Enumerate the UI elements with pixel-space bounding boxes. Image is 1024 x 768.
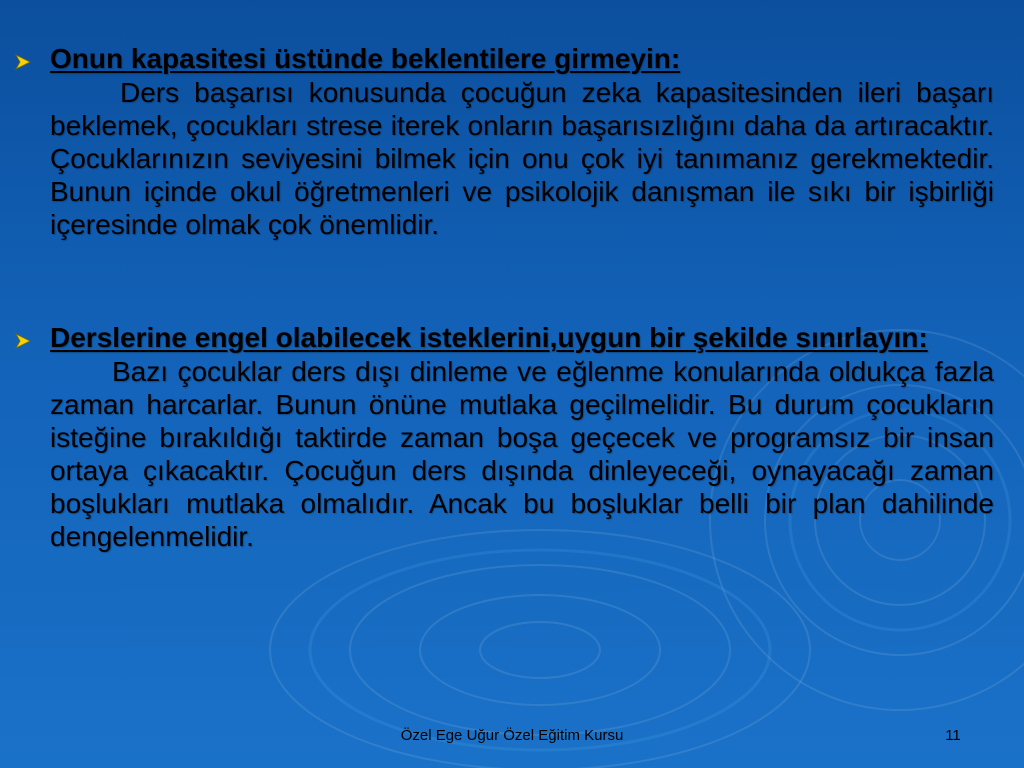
bullet-heading: Onun kapasitesi üstünde beklentilere girmeyin: bbox=[50, 43, 681, 74]
slide-footer: Özel Ege Uğur Özel Eğitim Kursu bbox=[400, 727, 624, 744]
bullet-item-1 bbox=[14, 42, 994, 241]
bullet-paragraph: Bazı çocuklar ders dışı dinleme ve eğlenme konularında oldukça fazla zaman harcarlar. Bunun önüne mutlaka geçilmelidir. Bu durum çocukların isteğine bırakıldığı taktirde zaman boşa geçecek ve programsız bir insan ortaya çıkacaktır. Çocuğun ders dışında dinleyeceği, oynayacağı zaman boşlukları mutlaka olmalıdır. Ancak bu boşluklar belli bir plan dahilinde dengelenmelidir. bbox=[50, 356, 994, 552]
bullet-paragraph: Ders başarısı konusunda çocuğun zeka kapasitesinden ileri başarı beklemek, çocukları strese iterek onların başarısızlığını daha da artıracaktır. Çocuklarınızın seviyesini bilmek için onu çok iyi tanımanız gerekmektedir. Bunun içinde okul öğretmenleri ve psikolojik danışman ile sıkı bir işbirliği içeresinde olmak çok önemlidir. bbox=[50, 77, 994, 240]
bullet-item-2 bbox=[14, 321, 994, 553]
slide-number: 11 bbox=[945, 727, 961, 744]
arrow-bullet-icon bbox=[14, 53, 32, 71]
bullet-heading: Derslerine engel olabilecek isteklerini,uygun bir şekilde sınırlayın: bbox=[50, 322, 928, 353]
arrow-bullet-icon bbox=[14, 332, 32, 350]
